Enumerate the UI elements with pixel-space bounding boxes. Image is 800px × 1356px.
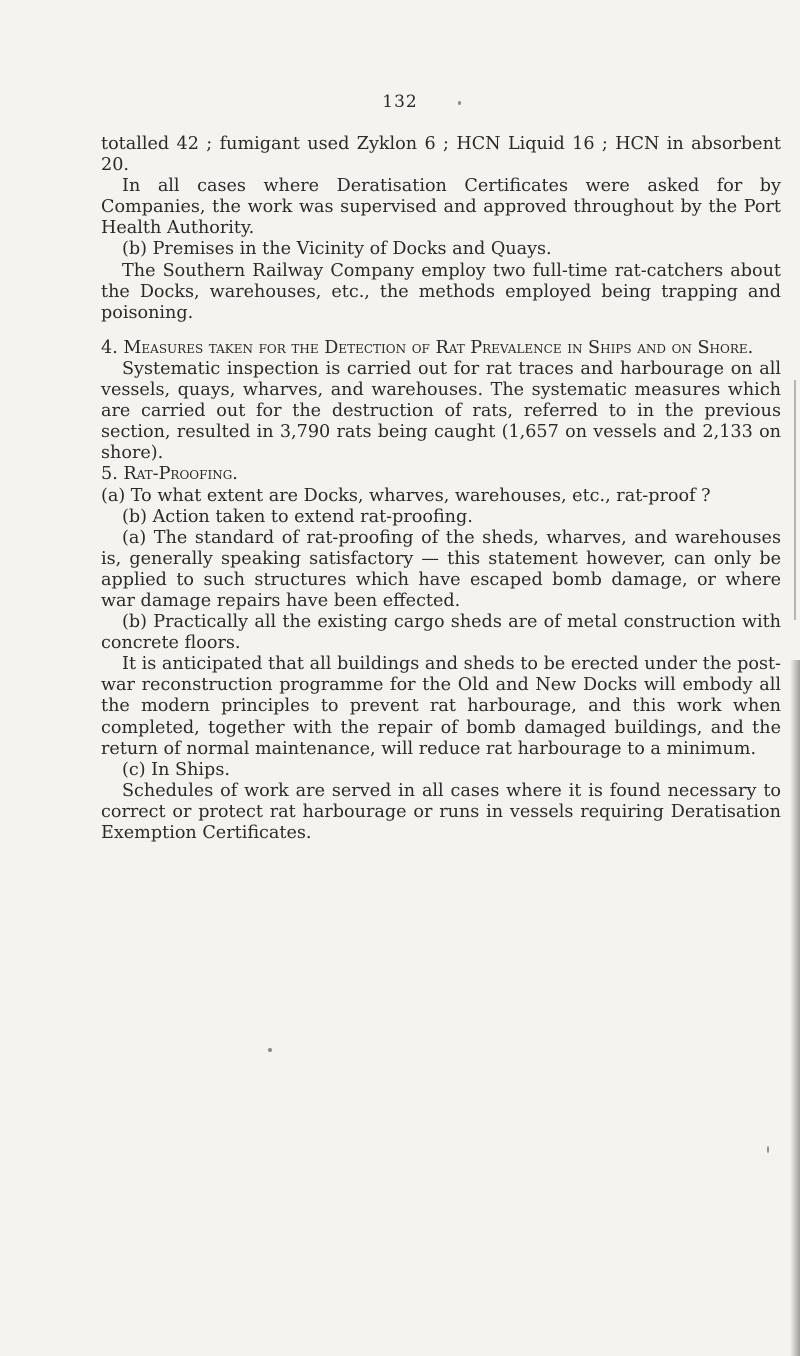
page-number: 132 (382, 92, 418, 112)
subheading-in-ships: (c) In Ships. (122, 759, 230, 780)
paragraph-systematic-inspection: Systematic inspection is carried out for rat traces and harbourage on all vessels, quays, wharves, and warehouses. The systematic measures which are carried out for the destruction of rats, referred to in the previous section, resulted in 3,790 rats being caught (1,657 on vessels and 2,133 on shore). (101, 358, 781, 464)
paragraph-fumigant-totals: totalled 42 ; fumigant used Zyklon 6 ; HCN Liquid 16 ; HCN in absorbent 20. (101, 134, 781, 176)
question-a: (a) To what extent are Docks, wharves, warehouses, etc., rat-proof ? (101, 485, 711, 506)
section-heading-5: 5. Rat-Proofing. (101, 464, 238, 485)
subheading-premises-vicinity: (b) Premises in the Vicinity of Docks and Quays. (122, 239, 552, 260)
section-heading-4: 4. Measures taken for the Detection of Rat Prevalence in Ships and on Shore. (101, 337, 754, 358)
page-body (101, 134, 781, 844)
page-edge-shadow (790, 660, 800, 1356)
page-edge-line (794, 380, 796, 620)
ink-speck (268, 1048, 272, 1052)
paragraph-southern-railway: The Southern Railway Company employ two full-time rat-catchers about the Docks, warehouses, etc., the methods employed being trapping and poisoning. (101, 260, 781, 323)
ink-speck (767, 1146, 769, 1153)
question-b: (b) Action taken to extend rat-proofing. (122, 506, 473, 527)
paragraph-schedules: Schedules of work are served in all cases where it is found necessary to correct or protect rat harbourage or runs in vessels requiring Deratisation Exemption Certificates. (101, 780, 781, 843)
paragraph-deratisation-certificates: In all cases where Deratisation Certificates were asked for by Companies, the work was supervised and approved throughout by the Port Health Authority. (101, 176, 781, 239)
paragraph-post-war: It is anticipated that all buildings and sheds to be erected under the post-war reconstruction programme for the Old and New Docks will embody all the modern principles to prevent rat harbourage, and this work when completed, together with the repair of bomb damaged buildings, and the return of normal maintenance, will reduce rat harbourage to a minimum. (101, 654, 781, 759)
ink-speck (458, 101, 461, 105)
answer-b: (b) Practically all the existing cargo sheds are of metal construction with concrete floors. (101, 612, 781, 654)
answer-a: (a) The standard of rat-proofing of the sheds, wharves, and warehouses is, generally speaking satisfactory — this statement however, can only be applied to such structures which have escaped bomb damage, or where war damage repairs have been effected. (101, 527, 781, 611)
